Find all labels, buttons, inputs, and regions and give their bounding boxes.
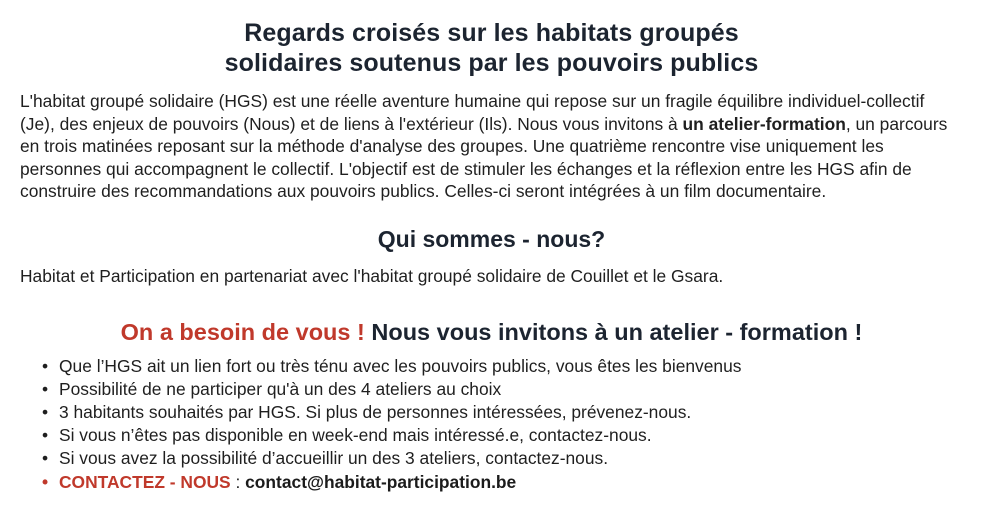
intro-text-part-1: L'habitat groupé solidaire (HGS) est une réelle aventure humaine qui repose sur un fragile équilibre individuel-collectif (Je), des enjeux de pouvoirs (Nous) et de liens à l'extérieur (Ils). Nous vous invitons à bbox=[20, 91, 925, 134]
list-item bbox=[42, 424, 963, 447]
list-item-text: 3 habitants souhaités par HGS. Si plus de personnes intéressées, prévenez-nous. bbox=[59, 401, 692, 422]
list-item bbox=[42, 401, 963, 424]
bullet-icon: • bbox=[42, 401, 49, 422]
contact-label: CONTACTEZ - NOUS bbox=[59, 471, 231, 492]
list-item-text: Que l’HGS ait un lien fort ou très ténu avec les pouvoirs publics, vous êtes les bienvenus bbox=[59, 355, 742, 376]
list-item bbox=[42, 378, 963, 401]
list-item bbox=[42, 447, 963, 470]
invite-heading bbox=[20, 317, 963, 347]
who-heading: Qui sommes - nous? bbox=[377, 225, 606, 252]
intro-paragraph bbox=[20, 90, 963, 203]
contact-line bbox=[42, 471, 963, 494]
bullet-icon: • bbox=[42, 378, 49, 399]
contact-separator: : bbox=[230, 471, 246, 492]
bullet-icon: • bbox=[42, 471, 49, 492]
contact-email-link[interactable]: contact@habitat-participation.be bbox=[245, 471, 517, 492]
main-title-line-1: Regards croisés sur les habitats groupés bbox=[244, 19, 739, 47]
list-item-text: Si vous n’êtes pas disponible en week-end mais intéressé.e, contactez-nous. bbox=[59, 425, 652, 446]
main-title bbox=[20, 0, 963, 78]
invite-heading-rest: Nous vous invitons à un atelier - formation ! bbox=[364, 318, 863, 345]
invite-heading-accent: On a besoin de vous ! bbox=[120, 318, 365, 345]
intro-highlight-atelier-formation: un atelier-formation bbox=[682, 113, 846, 134]
list-item bbox=[42, 355, 963, 378]
who-text: Habitat et Participation en partenariat avec l'habitat groupé solidaire de Couillet et le Gsara. bbox=[20, 265, 724, 286]
list-item-text: Si vous avez la possibilité d’accueillir un des 3 ateliers, contactez-nous. bbox=[59, 448, 609, 469]
bullet-icon: • bbox=[42, 448, 49, 469]
bullet-icon: • bbox=[42, 355, 49, 376]
list-item-text: Possibilité de ne participer qu'à un des 4 ateliers au choix bbox=[59, 378, 502, 399]
invite-bullet-list bbox=[20, 355, 963, 494]
intro-text-part-2: , un parcours en trois matinées reposant sur la méthode d'analyse des groupes. Une quatrième rencontre vise uniquement les personnes qui accompagnent le collectif. L'objectif est de stimuler les échanges et la réflexion entre les HGS afin de construire des recommandations aux pouvoirs publics. Celles-ci seront intégrées à un film documentaire. bbox=[20, 113, 948, 201]
bullet-icon: • bbox=[42, 425, 49, 446]
main-title-line-2: solidaires soutenus par les pouvoirs publics bbox=[224, 49, 759, 77]
